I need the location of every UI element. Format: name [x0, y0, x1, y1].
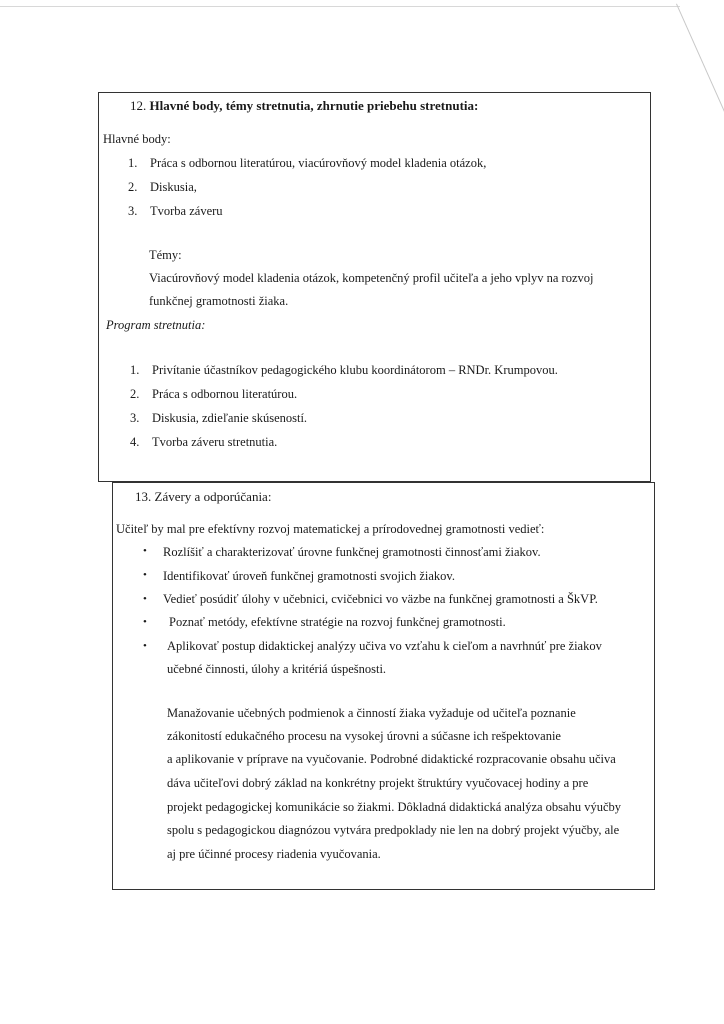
paragraph-line-3: a aplikovanie v príprave na vyučovanie. Podrobné didaktické rozpracovanie obsahu učiva — [167, 752, 616, 766]
paragraph-line-1: Manažovanie učebných podmienok a činností žiaka vyžaduje od učiteľa poznanie — [167, 706, 576, 720]
main-point-2 — [128, 179, 197, 195]
program-item-1 — [130, 362, 558, 378]
bullet-1-text: Rozlíšiť a charakterizovať úrovne funkčnej gramotnosti činnosťami žiakov. — [163, 545, 541, 559]
program-item-1-number: 1. — [130, 363, 140, 377]
bullet-3-text: Vedieť posúdiť úlohy v učebnici, cvičebnici vo väzbe na funkčnej gramotnosti a ŠkVP. — [163, 592, 598, 606]
main-point-3 — [128, 203, 223, 219]
section-13-number: 13. — [135, 489, 152, 504]
topics-label: Témy: — [149, 248, 182, 262]
paragraph-line-4: dáva učiteľovi dobrý základ na konkrétny projekt štruktúry vyučovacej hodiny a pre — [167, 776, 589, 790]
paragraph-line-5: projekt pedagogickej komunikácie so žiakmi. Dôkladná didaktická analýza obsahu výučby — [167, 800, 622, 814]
paragraph-line-7: aj pre účinné procesy riadenia vyučovania. — [167, 847, 381, 861]
main-point-3-number: 3. — [128, 204, 138, 218]
program-item-2 — [130, 386, 297, 402]
main-point-1-text: Práca s odbornou literatúrou, viacúrovňový model kladenia otázok, — [150, 156, 487, 170]
program-item-2-number: 2. — [130, 387, 140, 401]
topics-line-1: Viacúrovňový model kladenia otázok, kompetenčný profil učiteľa a jeho vplyv na rozvoj — [149, 271, 594, 285]
program-label: Program stretnutia: — [106, 318, 206, 332]
conclusions-intro: Učiteľ by mal pre efektívny rozvoj matematickej a prírodovednej gramotnosti vedieť: — [116, 522, 545, 536]
section-12-heading — [130, 98, 478, 114]
main-point-2-number: 2. — [128, 180, 138, 194]
main-point-2-text: Diskusia, — [150, 180, 197, 194]
program-item-4-text: Tvorba záveru stretnutia. — [152, 435, 278, 449]
program-item-2-text: Práca s odbornou literatúrou. — [152, 387, 298, 401]
main-points-label: Hlavné body: — [103, 132, 171, 146]
section-13-title: Závery a odporúčania: — [154, 489, 272, 504]
page-fold-line — [676, 4, 724, 114]
main-point-1-number: 1. — [128, 156, 138, 170]
bullet-dot-4: • — [143, 616, 147, 628]
paragraph-line-6: spolu s pedagogickou diagnózou vytvára predpoklady nie len na dobrý projekt výučby, ale — [167, 823, 620, 837]
program-item-4 — [130, 434, 277, 450]
bullet-dot-3: • — [143, 593, 147, 605]
program-item-3 — [130, 410, 307, 426]
bullet-5-continuation: učebné činnosti, úlohy a kritériá úspešnosti. — [167, 662, 387, 676]
bullet-dot-2: • — [143, 569, 147, 581]
main-point-1 — [128, 155, 486, 171]
page-top-edge — [0, 6, 680, 7]
bullet-dot-1: • — [143, 545, 147, 557]
program-item-3-number: 3. — [130, 411, 140, 425]
program-item-3-text: Diskusia, zdieľanie skúseností. — [152, 411, 308, 425]
paragraph-line-2: zákonitostí edukačného procesu na vysokej úrovni a súčasne ich rešpektovanie — [167, 729, 561, 743]
program-item-1-text: Privítanie účastníkov pedagogického klubu koordinátorom – RNDr. Krumpovou. — [152, 363, 558, 377]
topics-line-2: funkčnej gramotnosti žiaka. — [149, 294, 289, 308]
bullet-dot-5: • — [143, 640, 147, 652]
bullet-2-text: Identifikovať úroveň funkčnej gramotnosti svojich žiakov. — [163, 569, 455, 583]
section-13-heading — [135, 489, 271, 505]
section-12-number: 12. — [130, 98, 147, 113]
bullet-4-text: Poznať metódy, efektívne stratégie na rozvoj funkčnej gramotnosti. — [169, 615, 506, 629]
section-12-title: Hlavné body, témy stretnutia, zhrnutie priebehu stretnutia: — [149, 98, 479, 113]
main-point-3-text: Tvorba záveru — [150, 204, 223, 218]
program-item-4-number: 4. — [130, 435, 140, 449]
bullet-5-text: Aplikovať postup didaktickej analýzy učiva vo vzťahu k cieľom a navrhnúť pre žiakov — [167, 639, 602, 653]
